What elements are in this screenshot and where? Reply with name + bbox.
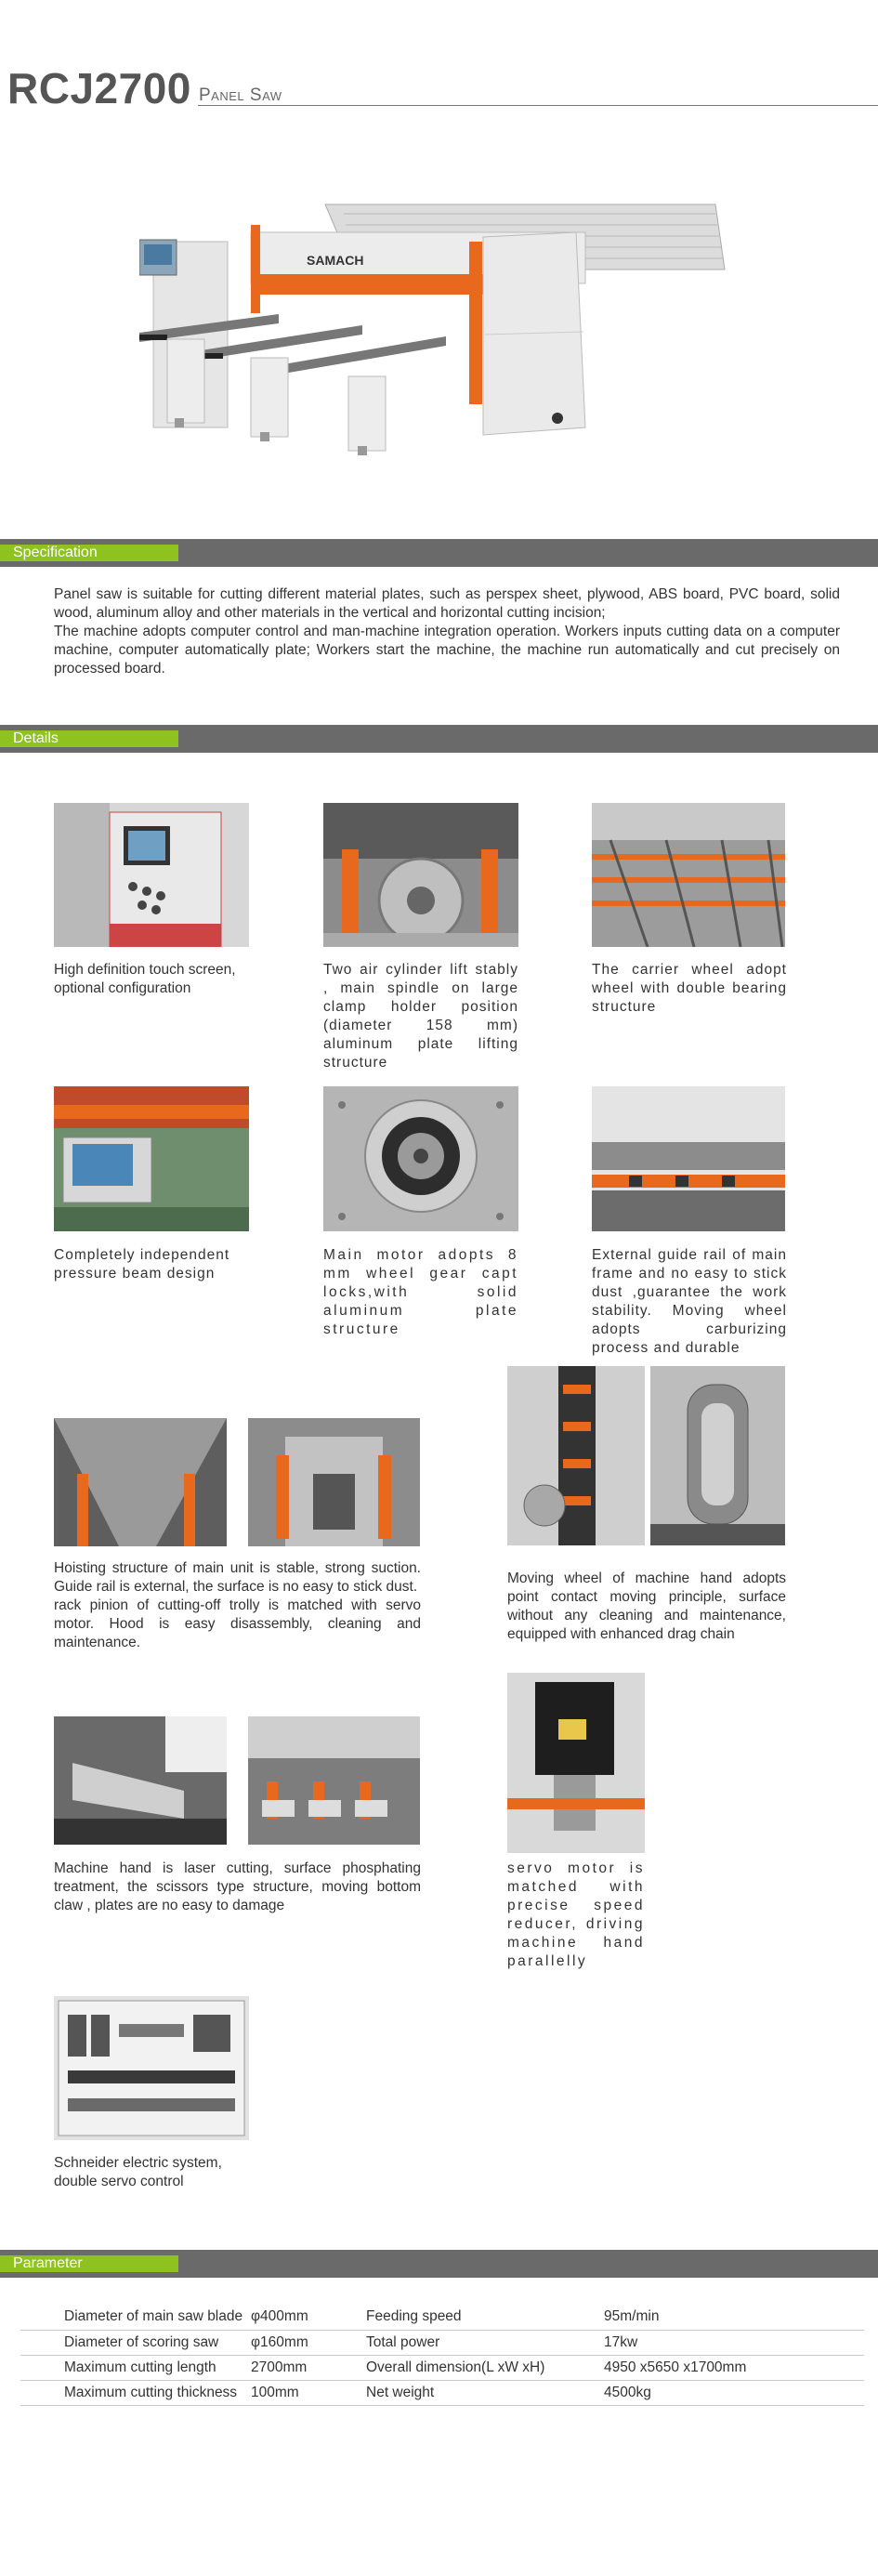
hoisting-structure-photo-2	[248, 1418, 420, 1546]
param-value: 100mm	[251, 2380, 366, 2405]
detail-caption: External guide rail of main frame and no easy to stick dust ,guarantee the work stability. Moving wheel adopts carburizing process and durable	[592, 1247, 787, 1356]
schneider-photo	[54, 1996, 249, 2140]
model-title: RCJ2700	[7, 64, 191, 112]
param-value: φ160mm	[251, 2330, 366, 2355]
specification-section-bar	[0, 539, 878, 567]
table-row	[20, 2305, 864, 2330]
header-rule	[198, 105, 878, 106]
param-label: Maximum cutting thickness	[20, 2380, 251, 2405]
specification-tab: Specification	[0, 545, 178, 561]
detail-caption: Two air cylinder lift stably , main spindle on large clamp holder position (diameter 158 mm) aluminum plate lifting structure	[323, 962, 518, 1071]
param-label: Diameter of main saw blade	[20, 2305, 251, 2330]
detail-caption-line: rack pinion of cutting-off trolly is matched with servo motor. Hood is easy disassembly, cleaning and maintenance.	[54, 1597, 421, 1650]
detail-caption: The carrier wheel adopt wheel with double bearing structure	[592, 962, 787, 1015]
param-label: Total power	[366, 2330, 604, 2355]
machine-hand-photo-1	[54, 1716, 227, 1845]
detail-caption: Moving wheel of machine hand adopts point contact moving principle, surface without any cleaning and maintenance, equipped with enhanced drag chain	[507, 1571, 786, 1642]
servo-motor-photo	[507, 1673, 645, 1853]
param-label: Maximum cutting length	[20, 2355, 251, 2380]
table-row	[20, 2355, 864, 2380]
param-value: φ400mm	[251, 2305, 366, 2330]
details-tab: Details	[0, 730, 178, 747]
detail-caption: Main motor adopts 8 mm wheel gear capt locks,with solid aluminum plate structure	[323, 1247, 518, 1337]
parameter-table	[20, 2305, 864, 2406]
product-subtitle: Panel Saw	[199, 85, 282, 105]
main-motor-photo	[323, 1086, 518, 1231]
detail-caption: High definition touch screen, optional configuration	[54, 962, 236, 996]
param-label: Overall dimension(L xW xH)	[366, 2355, 604, 2380]
param-value: 17kw	[604, 2330, 864, 2355]
param-label: Feeding speed	[366, 2305, 604, 2330]
machine-hand-photo-2	[248, 1716, 420, 1845]
specification-paragraph: The machine adopts computer control and man-machine integration operation. Workers inputs cutting data on a computer machine, computer automatically plate; Workers start the machine, the machine run automatically and cut precisely on processed board.	[54, 624, 840, 677]
brand-logo: SAMACH	[307, 253, 364, 268]
table-row	[20, 2380, 864, 2405]
pressure-beam-photo	[54, 1086, 249, 1231]
moving-wheel-photo-1	[507, 1366, 645, 1545]
hero-machine-image	[139, 186, 734, 474]
touch-screen-photo	[54, 803, 249, 947]
moving-wheel-photo-2	[650, 1366, 785, 1545]
detail-caption: Machine hand is laser cutting, surface phosphating treatment, the scissors type structure, moving bottom claw , plates are no easy to damage	[54, 1860, 421, 1913]
param-value: 2700mm	[251, 2355, 366, 2380]
param-label: Diameter of scoring saw	[20, 2330, 251, 2355]
param-label: Net weight	[366, 2380, 604, 2405]
detail-caption	[54, 1559, 421, 1652]
details-section-bar	[0, 725, 878, 753]
param-value: 4950 x5650 x1700mm	[604, 2355, 864, 2380]
param-value: 4500kg	[604, 2380, 864, 2405]
detail-caption: servo motor is matched with precise speed reducer, driving machine hand parallelly	[507, 1860, 645, 1969]
detail-caption: Schneider electric system, double servo control	[54, 2155, 222, 2189]
table-row	[20, 2330, 864, 2355]
specification-paragraph: Panel saw is suitable for cutting different material plates, such as perspex sheet, plywood, ABS board, PVC board, solid wood, aluminum alloy and other materials in the vertical and horizontal cutting incision;	[54, 586, 840, 621]
page-header	[7, 63, 878, 112]
detail-caption-line: Hoisting structure of main unit is stable, strong suction. Guide rail is external, the surface is no easy to stick dust.	[54, 1560, 421, 1595]
carrier-wheel-photo	[592, 803, 785, 947]
parameter-tab: Parameter	[0, 2255, 178, 2272]
hoisting-structure-photo-1	[54, 1418, 227, 1546]
param-value: 95m/min	[604, 2305, 864, 2330]
specification-text	[54, 585, 840, 678]
air-cylinder-photo	[323, 803, 518, 947]
guide-rail-photo	[592, 1086, 785, 1231]
detail-caption: Completely independent pressure beam design	[54, 1247, 230, 1281]
parameter-section-bar	[0, 2250, 878, 2278]
